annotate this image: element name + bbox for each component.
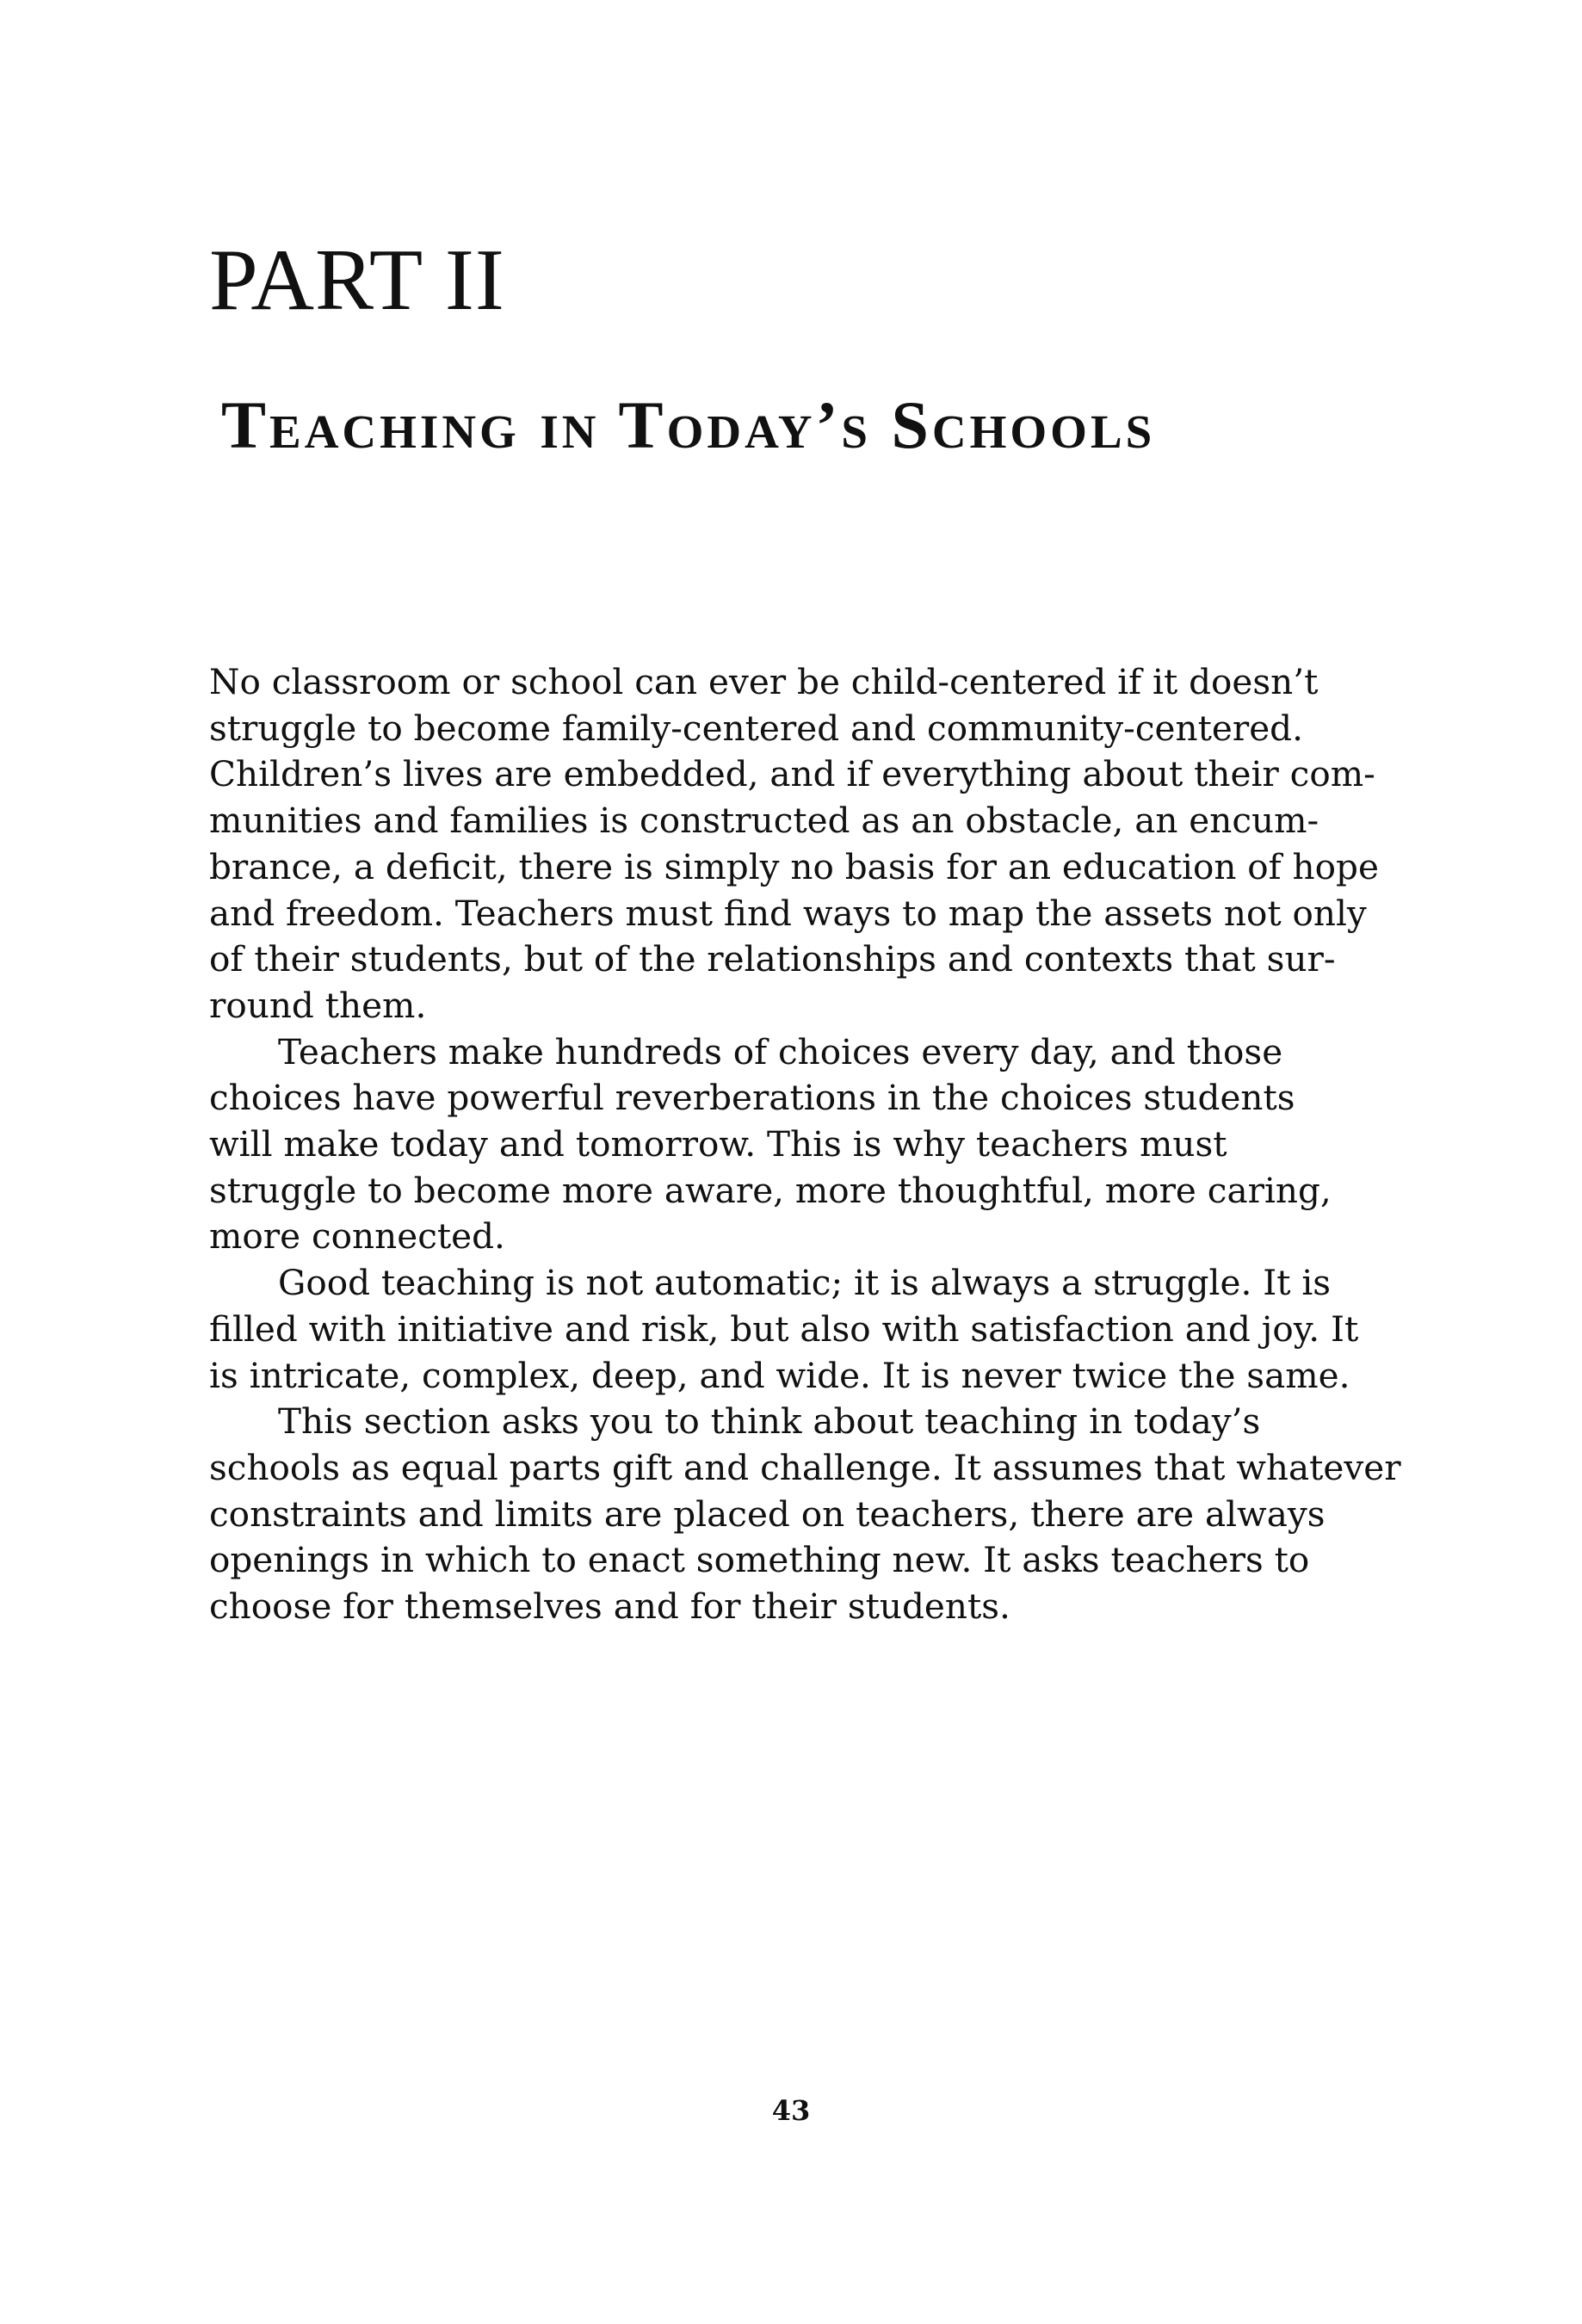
text-line: No classroom or school can ever be child-centered if it doesn’t bbox=[209, 661, 1319, 702]
paragraph bbox=[209, 1399, 1401, 1630]
text-line: brance, a deficit, there is simply no basis for an education of hope bbox=[209, 845, 1379, 887]
part-label: PART II bbox=[209, 232, 505, 329]
text-line: choose for themselves and for their students. bbox=[209, 1585, 1010, 1628]
body-text bbox=[209, 659, 1401, 1630]
text-line: is intricate, complex, deep, and wide. It is never twice the same. bbox=[209, 1354, 1350, 1396]
text-line: munities and families is constructed as an obstacle, an encum- bbox=[209, 800, 1319, 842]
text-line: choices have powerful reverberations in the choices students bbox=[209, 1077, 1295, 1119]
page-number: 43 bbox=[771, 2094, 811, 2127]
text-line: round them. bbox=[209, 984, 427, 1026]
text-line: This section asks you to think about teaching in today’s bbox=[278, 1400, 1261, 1443]
text-line: more connected. bbox=[209, 1215, 505, 1258]
text-line: struggle to become more aware, more thoughtful, more caring, bbox=[209, 1169, 1332, 1211]
text-line: Children’s lives are embedded, and if everything about their com- bbox=[209, 753, 1375, 795]
paragraph bbox=[209, 659, 1379, 1029]
text-line: Teachers make hundreds of choices every day, and those bbox=[278, 1030, 1283, 1072]
text-line: openings in which to enact something new. It asks teachers to bbox=[209, 1539, 1310, 1581]
part-title: Teaching in Today’s Schools bbox=[221, 387, 1156, 462]
paragraph bbox=[209, 1260, 1359, 1399]
text-line: schools as equal parts gift and challenge. It assumes that whatever bbox=[209, 1446, 1401, 1488]
text-line: and freedom. Teachers must find ways to map the assets not only bbox=[209, 892, 1367, 934]
text-line: of their students, but of the relationships and contexts that sur- bbox=[209, 938, 1336, 980]
text-line: constraints and limits are placed on teachers, there are always bbox=[209, 1493, 1326, 1535]
text-line: struggle to become family-centered and community-centered. bbox=[209, 707, 1303, 749]
paragraph bbox=[209, 1029, 1354, 1261]
text-line: Good teaching is not automatic; it is always a struggle. It is bbox=[278, 1262, 1332, 1304]
text-line: will make today and tomorrow. This is why teachers must bbox=[209, 1123, 1227, 1165]
text-line: filled with initiative and risk, but also with satisfaction and joy. It bbox=[209, 1307, 1359, 1350]
